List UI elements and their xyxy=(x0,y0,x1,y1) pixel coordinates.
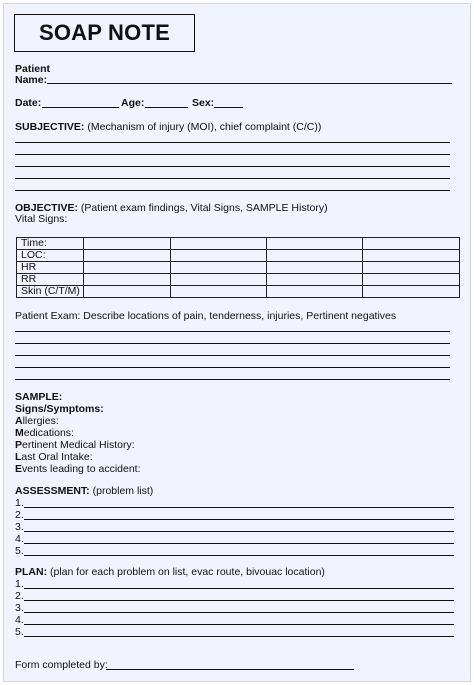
sample-item-label: ast Oral Intake: xyxy=(21,451,93,463)
plan-item-number: 3. xyxy=(15,602,24,614)
plan-description: (plan for each problem on list, evac route, bivouac location) xyxy=(47,566,325,578)
plan-item-number: 4. xyxy=(15,614,24,626)
objective-title: OBJECTIVE: xyxy=(15,202,79,214)
age-label: Age: xyxy=(121,97,145,109)
vitals-cell[interactable] xyxy=(267,274,363,286)
vitals-cell[interactable] xyxy=(363,262,460,274)
plan-item-line[interactable] xyxy=(24,624,454,625)
vitals-cell[interactable] xyxy=(363,250,460,262)
sample-heading: SAMPLE: xyxy=(15,391,63,403)
plan-item-number: 1. xyxy=(15,578,24,590)
plan-title: PLAN: xyxy=(15,566,48,578)
sample-item-label: ertinent Medical History: xyxy=(22,439,135,451)
age-field[interactable] xyxy=(145,107,188,108)
sample-item-initial: L xyxy=(15,451,22,463)
sample-item xyxy=(15,439,135,451)
plan-item-number: 2. xyxy=(15,590,24,602)
plan-item-line[interactable] xyxy=(24,588,454,589)
assessment-item-number: 4. xyxy=(15,533,24,545)
vitals-cell[interactable] xyxy=(171,274,267,286)
vitals-row xyxy=(17,262,460,274)
plan-item-line[interactable] xyxy=(24,636,454,637)
vitals-cell[interactable] xyxy=(84,262,171,274)
sample-item xyxy=(15,463,141,475)
subjective-line[interactable] xyxy=(15,178,450,179)
assessment-heading xyxy=(15,485,153,497)
subjective-line[interactable] xyxy=(15,166,450,167)
patient-name-field[interactable] xyxy=(47,83,452,84)
vitals-cell[interactable] xyxy=(267,238,363,250)
sample-item-initial: S xyxy=(15,403,23,415)
patient-exam-line[interactable] xyxy=(15,343,450,344)
vitals-cell[interactable] xyxy=(84,286,171,298)
subjective-line[interactable] xyxy=(15,154,450,155)
vitals-cell[interactable] xyxy=(84,250,171,262)
vitals-cell[interactable] xyxy=(171,250,267,262)
assessment-item-line[interactable] xyxy=(24,531,454,532)
vitals-cell[interactable] xyxy=(84,274,171,286)
vitals-cell[interactable] xyxy=(267,286,363,298)
sample-item-label: vents leading to accident: xyxy=(22,463,141,475)
patient-exam-label: Patient Exam: Describe locations of pain, tenderness, injuries, Pertinent negatives xyxy=(15,310,397,322)
vitals-row xyxy=(17,274,460,286)
sample-item-initial: M xyxy=(15,427,24,439)
form-completed-by-label: Form completed by: xyxy=(15,659,108,671)
vitals-row xyxy=(17,286,460,298)
patient-label: Patient xyxy=(15,63,51,75)
vitals-row-label: Skin (C/T/M) xyxy=(17,286,84,298)
sample-item xyxy=(15,403,104,415)
date-label: Date: xyxy=(15,97,42,109)
vitals-cell[interactable] xyxy=(84,238,171,250)
vital-signs-label: Vital Signs: xyxy=(15,213,68,225)
assessment-title: ASSESSMENT: xyxy=(15,485,90,497)
assessment-description: (problem list) xyxy=(89,485,154,497)
sample-item xyxy=(15,427,74,439)
subjective-description: (Mechanism of injury (MOI), chief complaint (C/C)) xyxy=(84,121,322,133)
vitals-cell[interactable] xyxy=(171,262,267,274)
plan-item-line[interactable] xyxy=(24,600,454,601)
vitals-row-label: Time: xyxy=(17,238,84,250)
sample-item xyxy=(15,451,93,463)
plan-item-number: 5. xyxy=(15,626,24,638)
vital-signs-table xyxy=(16,237,460,298)
sex-label: Sex: xyxy=(192,97,215,109)
sample-item xyxy=(15,415,59,427)
vitals-row xyxy=(17,238,460,250)
objective-description: (Patient exam findings, Vital Signs, SAMPLE History) xyxy=(78,202,328,214)
subjective-line[interactable] xyxy=(15,190,450,191)
assessment-item-number: 3. xyxy=(15,521,24,533)
assessment-item-line[interactable] xyxy=(24,507,454,508)
vitals-cell[interactable] xyxy=(171,286,267,298)
vitals-cell[interactable] xyxy=(267,250,363,262)
sex-field[interactable] xyxy=(214,107,243,108)
patient-exam-line[interactable] xyxy=(15,367,450,368)
sample-item-label: igns/Symptoms: xyxy=(22,403,104,415)
name-label: Name: xyxy=(15,74,48,86)
vitals-cell[interactable] xyxy=(363,286,460,298)
assessment-item-number: 2. xyxy=(15,509,24,521)
date-field[interactable] xyxy=(42,107,119,108)
sample-item-initial: E xyxy=(15,463,23,475)
sample-item-initial: P xyxy=(15,439,23,451)
assessment-item-number: 5. xyxy=(15,545,24,557)
subjective-line[interactable] xyxy=(15,142,450,143)
vitals-cell[interactable] xyxy=(171,238,267,250)
patient-exam-line[interactable] xyxy=(15,379,450,380)
subjective-heading xyxy=(15,121,321,133)
vitals-cell[interactable] xyxy=(363,274,460,286)
patient-exam-line[interactable] xyxy=(15,355,450,356)
vitals-cell[interactable] xyxy=(363,238,460,250)
vitals-row-label: HR xyxy=(17,262,84,274)
form-completed-by-field[interactable] xyxy=(106,669,354,670)
sample-item-label: llergies: xyxy=(22,415,59,427)
plan-heading xyxy=(15,566,325,578)
assessment-item-line[interactable] xyxy=(24,555,454,556)
sample-item-label: edications: xyxy=(23,427,74,439)
patient-exam-line[interactable] xyxy=(15,331,450,332)
vitals-row-label: LOC: xyxy=(17,250,84,262)
sample-item-initial: A xyxy=(15,415,23,427)
assessment-item-line[interactable] xyxy=(24,543,454,544)
form-title: SOAP NOTE xyxy=(14,14,195,52)
subjective-title: SUBJECTIVE: xyxy=(15,121,85,133)
assessment-item-line[interactable] xyxy=(24,519,454,520)
vitals-row xyxy=(17,250,460,262)
vitals-cell[interactable] xyxy=(267,262,363,274)
plan-item-line[interactable] xyxy=(24,612,454,613)
assessment-item-number: 1. xyxy=(15,497,24,509)
vitals-row-label: RR xyxy=(17,274,84,286)
